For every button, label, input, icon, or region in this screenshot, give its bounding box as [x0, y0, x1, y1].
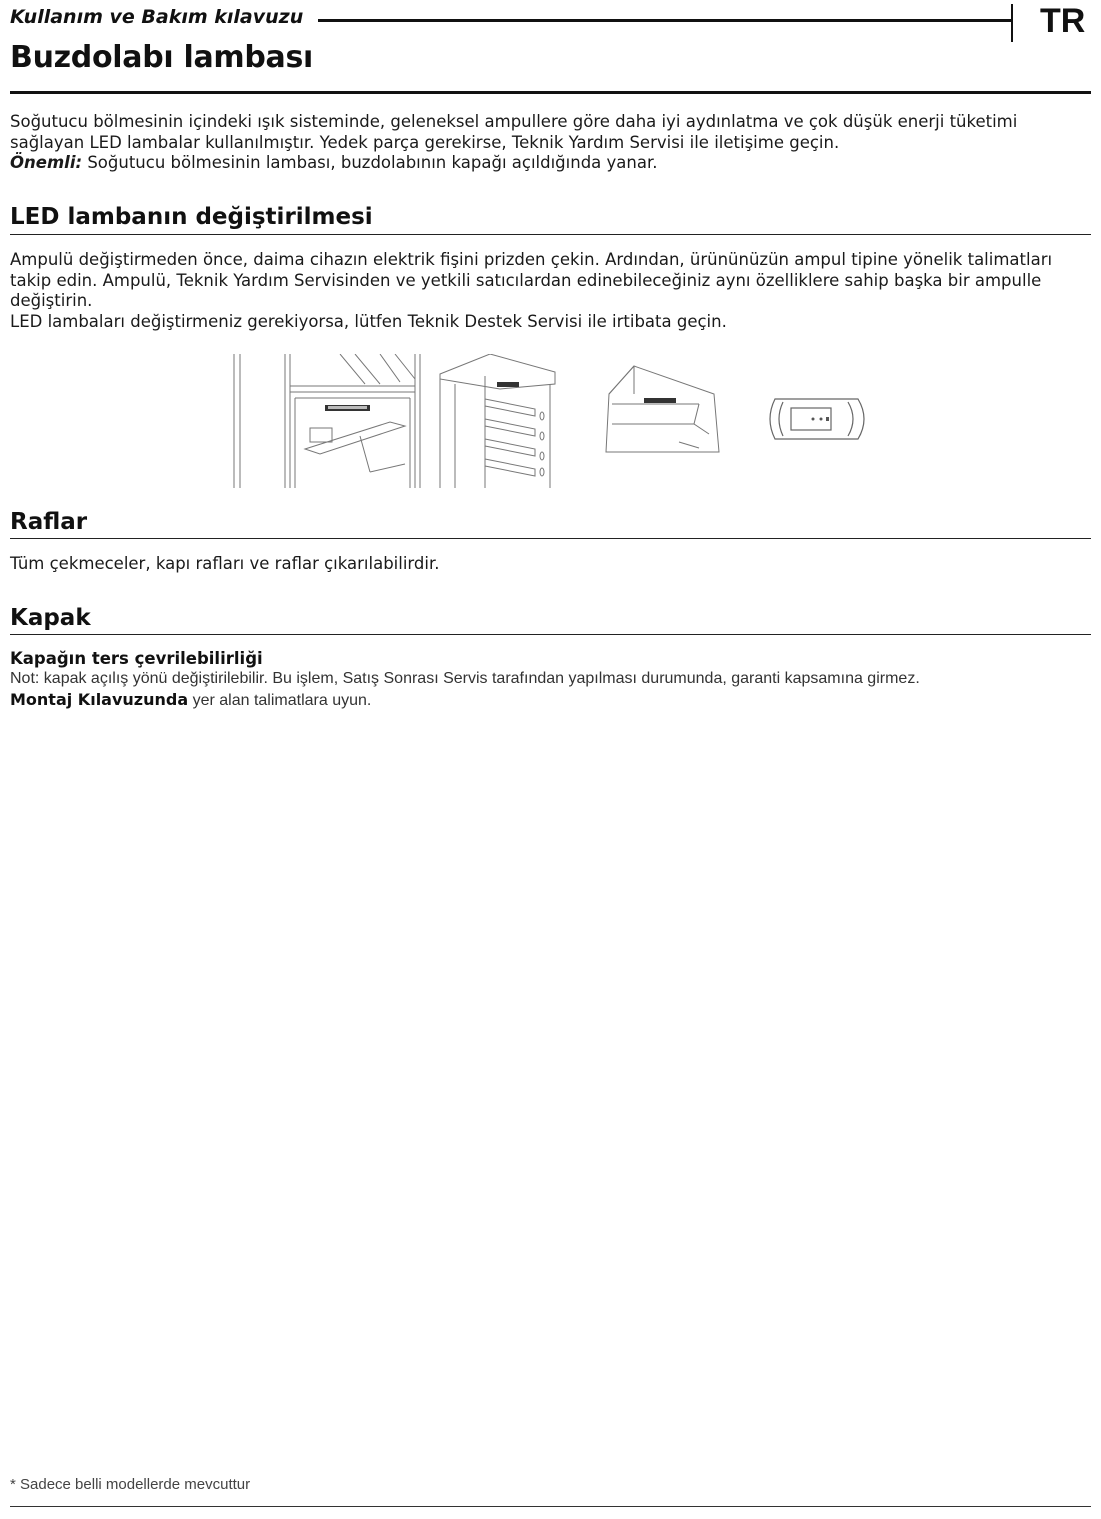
led-paragraph: [10, 250, 1090, 332]
important-text: Soğutucu bölmesinin lambası, buzdolabının kapağı açıldığında yanar.: [82, 153, 658, 172]
intro-text: Soğutucu bölmesinin içindeki ışık sisteminde, geleneksel ampullere göre daha iyi aydınlatma ve çok düşük enerji tüketimi sağlayan LED lambalar kullanılmıştır. Yedek parça gerekirse, Teknik Yardım Servisi ile iletişime geçin.: [10, 112, 1018, 152]
important-label: Önemli:: [10, 153, 83, 172]
shelves-rule: [10, 538, 1091, 539]
guide-bold: Montaj Kılavuzunda: [10, 689, 189, 709]
door-guide: [10, 690, 1090, 712]
important-note: [10, 153, 1090, 174]
title-rule: [10, 91, 1091, 94]
header-rule: [318, 19, 1011, 22]
intro-paragraph: [10, 112, 1090, 174]
door-note: Not: kapak açılış yönü değiştirilebilir. Bu işlem, Satış Sonrası Servis tarafından yapılması durumunda, garanti kapsamına girmez.: [10, 670, 920, 687]
header-tick: [1011, 4, 1013, 42]
footer-rule: [10, 1506, 1091, 1507]
manual-title: Kullanım ve Bakım kılavuzu: [10, 6, 304, 28]
language-tag: TR: [1040, 2, 1086, 40]
door-rule: [10, 634, 1091, 635]
guide-rest: yer alan talimatlara uyun.: [188, 691, 372, 709]
led-text-1: Ampulü değiştirmeden önce, daima cihazın elektrik fişini prizden çekin. Ardından, ürününüzün ampul tipine yönelik talimatları takip edin. Ampulü, Teknik Yardım Servisinden ve yetkili satıcılardan edinebileceğiniz aynı özelliklere sahip başka bir ampulle değiştirin.: [10, 250, 1053, 310]
led-module-illustration: [763, 394, 873, 444]
led-rule: [10, 234, 1091, 235]
page-title: Buzdolabı lambası: [10, 40, 314, 75]
door-paragraph: [10, 669, 1090, 711]
shelves-text: Tüm çekmeceler, kapı rafları ve raflar çıkarılabilirdir.: [10, 554, 440, 573]
door-subheading: Kapağın ters çevrilebilirliği: [10, 649, 263, 668]
led-text-2: LED lambaları değiştirmeniz gerekiyorsa, lütfen Teknik Destek Servisi ile irtibata geçin.: [10, 311, 727, 331]
led-heading: LED lambanın değiştirilmesi: [10, 204, 373, 230]
door-heading: Kapak: [10, 605, 91, 631]
fridge-interior-illustration: [230, 354, 425, 488]
shelves-heading: Raflar: [10, 509, 88, 535]
fridge-shelves-illustration: [435, 354, 560, 488]
lamp-cover-illustration: [604, 364, 722, 456]
footnote: * Sadece belli modellerde mevcuttur: [10, 1476, 251, 1493]
shelves-paragraph: [10, 554, 1090, 575]
led-figures: [230, 354, 880, 488]
